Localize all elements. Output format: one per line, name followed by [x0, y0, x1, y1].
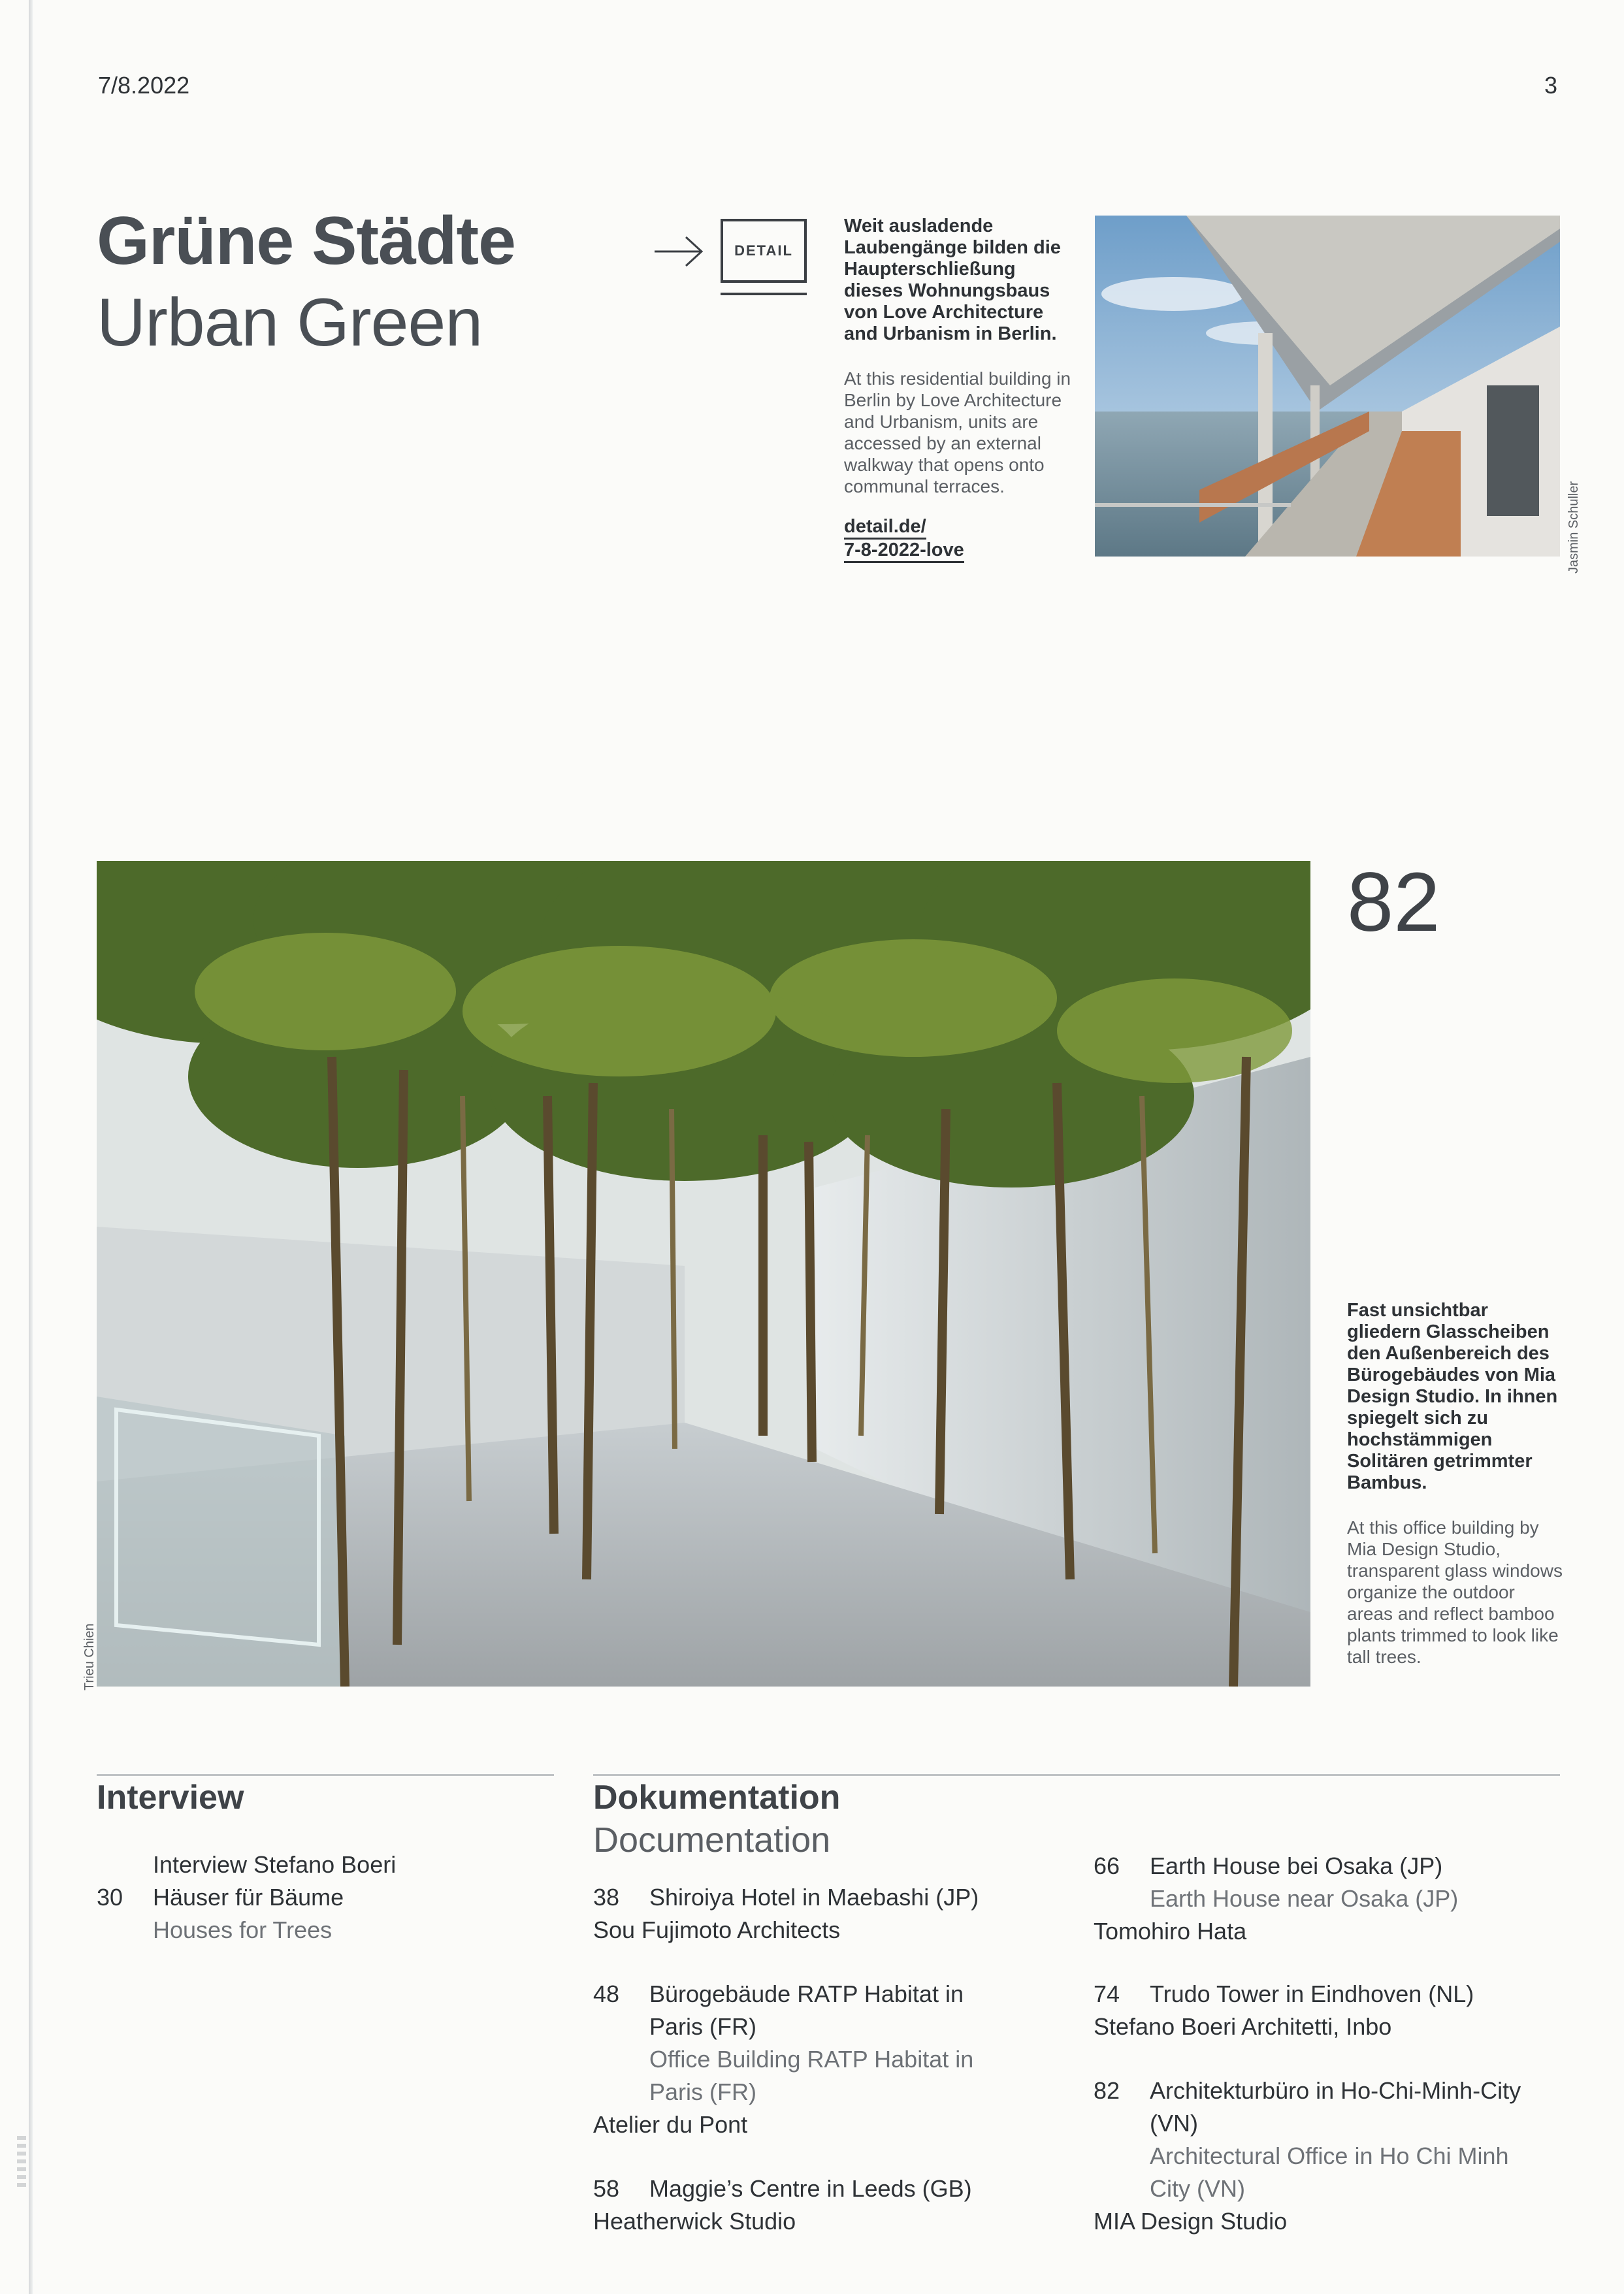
building-walkway-photo	[1095, 216, 1560, 557]
toc-title-line: (VN)	[1150, 2110, 1198, 2137]
toc-entry-48[interactable]	[593, 1978, 1064, 2141]
documentation-rule	[593, 1774, 1560, 1776]
interview-heading: Interview	[97, 1779, 244, 1817]
toc-title-line: Bürogebäude RATP Habitat in	[649, 1980, 964, 2007]
toc-page-number: 66	[1094, 1852, 1120, 1879]
caption-top-de: Weit ausladende Laubengänge bilden die Haupterschließung dieses Wohnungsbaus von Love Architecture and Urbanism in Berlin.	[844, 216, 1061, 344]
toc-architect: Stefano Boeri Architetti, Inbo	[1094, 2013, 1392, 2040]
toc-title-en: Architectural Office in Ho Chi Minh	[1150, 2142, 1509, 2169]
documentation-heading-en: Documentation	[593, 1820, 831, 1860]
toc-title-en: Earth House near Osaka (JP)	[1150, 1885, 1459, 1912]
toc-entry-58[interactable]	[593, 2173, 1064, 2238]
issue-date: 7/8.2022	[98, 72, 190, 99]
caption-main-de: Fast unsichtbar gliedern Glasscheiben den Außenbereich des Bürogebäudes von Mia Design Studio. In ihnen spiegelt sich zu hochstämmigen Solitären getrimmter Bambus.	[1347, 1300, 1558, 1493]
photo-credit-main: Trieu Chien	[82, 1623, 97, 1690]
toc-title-line: Trudo Tower in Eindhoven (NL)	[1150, 1980, 1474, 2007]
toc-page-number: 38	[593, 1884, 620, 1911]
documentation-heading-de: Dokumentation	[593, 1779, 841, 1817]
photo-credit-top: Jasmin Schuller	[1567, 481, 1581, 574]
toc-entry-66[interactable]	[1094, 1850, 1564, 1948]
section-title-de: Grüne Städte	[97, 203, 515, 279]
bamboo-courtyard-photo	[97, 861, 1310, 1687]
toc-page-number: 82	[1094, 2077, 1120, 2104]
toc-title-line: Interview Stefano Boeri	[153, 1851, 397, 1878]
toc-architect: Sou Fujimoto Architects	[593, 1916, 841, 1943]
toc-entry-38[interactable]	[593, 1881, 1064, 1947]
detail-logo-underline	[721, 293, 807, 295]
toc-architect: Tomohiro Hata	[1094, 1918, 1247, 1945]
toc-page-number: 48	[593, 1980, 620, 2007]
toc-title-en: Paris (FR)	[649, 2078, 756, 2105]
toc-page-number: 74	[1094, 1980, 1120, 2007]
toc-entry-82[interactable]	[1094, 2075, 1564, 2238]
detail-logo: DETAIL	[721, 219, 807, 283]
toc-entry-74[interactable]	[1094, 1978, 1564, 2043]
toc-title-en: City (VN)	[1150, 2175, 1245, 2202]
interview-rule	[97, 1774, 554, 1776]
toc-title-line: Häuser für Bäume	[153, 1884, 344, 1911]
detail-link-line-1[interactable]: detail.de/	[844, 516, 926, 540]
toc-title-line: Shiroiya Hotel in Maebashi (JP)	[649, 1884, 979, 1911]
toc-architect: Atelier du Pont	[593, 2111, 748, 2138]
toc-architect: Heatherwick Studio	[593, 2208, 796, 2235]
toc-entry-interview[interactable]	[97, 1849, 554, 1947]
toc-page-number: 58	[593, 2175, 620, 2202]
caption-top-en: At this residential building in Berlin by Love Architecture and Urbanism, units are accessed by an external walkway that opens onto communal terraces.	[844, 368, 1071, 496]
caption-main-en: At this office building by Mia Design Studio, transparent glass windows organize the outdoor areas and reflect bamboo plants trimmed to look like tall trees.	[1347, 1517, 1563, 1667]
toc-title-line: Earth House bei Osaka (JP)	[1150, 1852, 1443, 1879]
arrow-right-icon	[653, 232, 706, 271]
toc-title-en: Office Building RATP Habitat in	[649, 2046, 974, 2073]
scan-edge	[29, 0, 33, 2294]
detail-link[interactable]	[844, 516, 1079, 563]
feature-page-ref: 82	[1347, 856, 1440, 949]
toc-title-line: Paris (FR)	[649, 2013, 756, 2040]
toc-title-line: Maggie’s Centre in Leeds (GB)	[649, 2175, 972, 2202]
toc-architect: MIA Design Studio	[1094, 2208, 1288, 2235]
toc-title-en: Houses for Trees	[153, 1916, 333, 1943]
scan-artifact	[17, 2136, 26, 2188]
toc-title-line: Architekturbüro in Ho-Chi-Minh-City	[1150, 2077, 1521, 2104]
toc-page-number: 30	[97, 1884, 123, 1911]
page-number: 3	[1544, 72, 1558, 99]
detail-link-line-2[interactable]: 7-8-2022-love	[844, 540, 964, 563]
section-title-en: Urban Green	[97, 285, 483, 361]
